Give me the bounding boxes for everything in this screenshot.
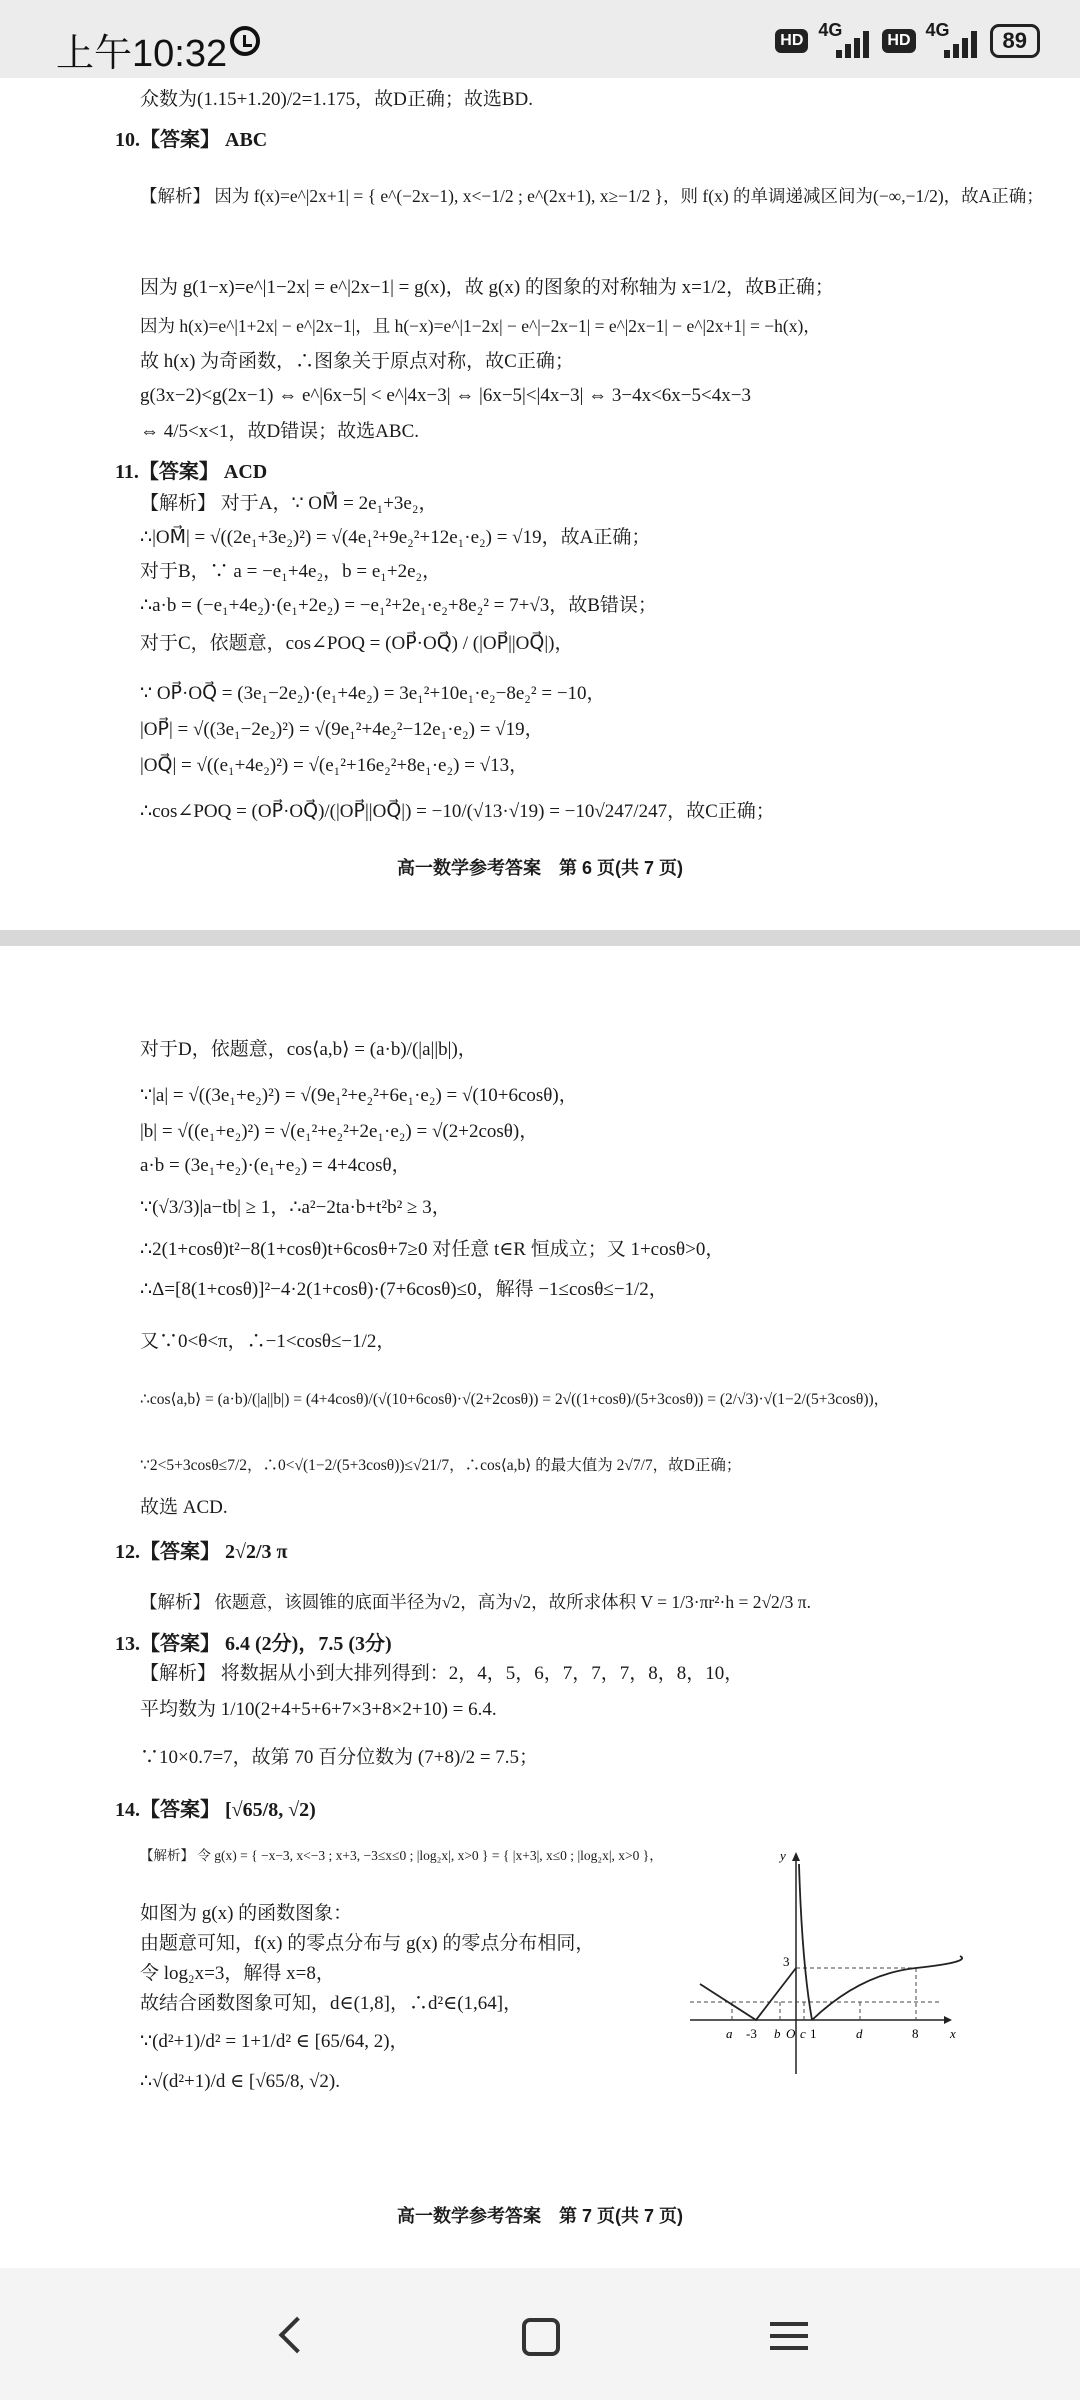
label-b: b bbox=[774, 2026, 781, 2041]
x-axis-arrow bbox=[944, 2016, 952, 2024]
text-line: ∴√(d²+1)/d ∈ [√65/8, √2). bbox=[140, 2071, 340, 2092]
document-page-6[interactable] bbox=[0, 78, 1080, 930]
battery-level: 89 bbox=[990, 24, 1040, 58]
answer-heading-10: 10.【答案】 ABC bbox=[115, 129, 268, 151]
text-line: a·b = (3e₁+e₂)·(e₁+e₂) = 4+4cosθ， bbox=[140, 1155, 411, 1176]
text-line: |OQ⃗| = √((e₁+4e₂)²) = √(e₁²+16e₂²+8e₁·e₂) = √13， bbox=[140, 755, 529, 776]
text-line: 对于B，∵ a = −e₁+4e₂，b = e₁+2e₂， bbox=[140, 561, 442, 582]
document-page-7[interactable] bbox=[0, 946, 1080, 2268]
text-line: 令 log₂x=3，解得 x=8， bbox=[140, 1963, 335, 1984]
page-footer-6: 高一数学参考答案 第 6 页(共 7 页) bbox=[396, 858, 683, 878]
answer-heading-12: 12.【答案】 2√2/3 π bbox=[115, 1541, 288, 1563]
curve-left bbox=[700, 1968, 796, 2020]
label-8: 8 bbox=[912, 2026, 919, 2041]
page-footer-7: 高一数学参考答案 第 7 页(共 7 页) bbox=[396, 2206, 683, 2226]
menu-icon[interactable] bbox=[760, 2306, 820, 2366]
text-line: ∵2<5+3cosθ≤7/2，∴0<√(1−2/(5+3cosθ))≤√21/7，∴cos⟨a,b⟩ 的最大值为 2√7/7，故D正确； bbox=[140, 1457, 742, 1474]
text-line: ∴cos∠POQ = (OP⃗·OQ⃗)/(|OP⃗||OQ⃗|) = −10/(√13·√19) = −10√247/247，故C正确； bbox=[140, 801, 775, 822]
text-line: 由题意可知，f(x) 的零点分布与 g(x) 的零点分布相同， bbox=[140, 1933, 595, 1954]
text-line: |OP⃗| = √((3e₁−2e₂)²) = √(9e₁²+4e₂²−12e₁·e₂) = √19， bbox=[140, 719, 544, 740]
label-y: y bbox=[780, 1848, 786, 1863]
curve-log-near-zero bbox=[799, 1864, 812, 2020]
label-3: 3 bbox=[783, 1954, 790, 1969]
back-icon[interactable] bbox=[262, 2306, 322, 2366]
text-line: ∴|OM⃗| = √((2e₁+3e₂)²) = √(4e₁²+9e₂²+12e₁·e₂) = √19，故A正确； bbox=[140, 527, 651, 548]
y-axis-arrow bbox=[792, 1852, 800, 1861]
text-line: ∵(√3/3)|a−tb| ≥ 1，∴a²−2ta·b+t²b² ≥ 3， bbox=[140, 1197, 451, 1218]
text-line: |b| = √((e₁+e₂)²) = √(e₁²+e₂²+2e₁·e₂) = √(2+2cosθ)， bbox=[140, 1121, 539, 1142]
text-line: 【解析】 将数据从小到大排列得到：2，4，5，6，7，7，7，8，8，10， bbox=[140, 1663, 744, 1684]
text-line: 对于C，依题意，cos∠POQ = (OP⃗·OQ⃗) / (|OP⃗||OQ⃗|)， bbox=[140, 633, 574, 654]
text-line: ∴2(1+cosθ)t²−8(1+cosθ)t+6cosθ+7≥0 对任意 t∈R 恒成立；又 1+cosθ>0， bbox=[140, 1239, 725, 1260]
text-line: ∵10×0.7=7，故第 70 百分位数为 (7+8)/2 = 7.5； bbox=[140, 1747, 539, 1768]
curve-log-right bbox=[812, 1956, 962, 2020]
text-line: g(3x−2)<g(2x−1) ⇔ e^|6x−5| < e^|4x−3| ⇔ |6x−5|<|4x−3| ⇔ 3−4x<6x−5<4x−3 bbox=[140, 385, 751, 406]
text-line: ∵ OP⃗·OQ⃗ = (3e₁−2e₂)·(e₁+4e₂) = 3e₁²+10e₁·e₂−8e₂² = −10， bbox=[140, 683, 606, 704]
network-type-1: 4G bbox=[818, 20, 843, 40]
answer-heading-14: 14.【答案】 [√65/8, √2) bbox=[115, 1799, 316, 1821]
status-bar bbox=[0, 0, 1080, 78]
label-a: a bbox=[726, 2026, 733, 2041]
page-divider bbox=[0, 930, 1080, 946]
home-icon[interactable] bbox=[510, 2306, 570, 2366]
text-line: 故选 ACD. bbox=[140, 1497, 228, 1518]
hd-badge-1: HD bbox=[775, 29, 808, 53]
label-x: x bbox=[950, 2026, 956, 2041]
text-line: ∴Δ=[8(1+cosθ)]²−4·2(1+cosθ)·(7+6cosθ)≤0，解得 −1≤cosθ≤−1/2， bbox=[140, 1279, 668, 1300]
text-line: 平均数为 1/10(2+4+5+6+7×3+8×2+10) = 6.4. bbox=[140, 1699, 497, 1720]
system-navigation-bar bbox=[0, 2268, 1080, 2400]
text-line: 因为 h(x)=e^|1+2x| − e^|2x−1|，且 h(−x)=e^|1−2x| − e^|−2x−1| = e^|2x−1| − e^|2x+1| = −h(x)， bbox=[140, 316, 821, 336]
status-icons bbox=[775, 20, 1040, 58]
text-line: ∵|a| = √((3e₁+e₂)²) = √(9e₁²+e₂²+6e₁·e₂) = √(10+6cosθ)， bbox=[140, 1085, 578, 1106]
label-O: O bbox=[786, 2026, 796, 2041]
clock-time: 上午10:32 bbox=[56, 33, 228, 75]
network-type-2: 4G bbox=[925, 20, 950, 40]
text-line: 【解析】 因为 f(x)=e^|2x+1| = { e^(−2x−1), x<−1/2 ; e^(2x+1), x≥−1/2 }，则 f(x) 的单调递减区间为(−∞,−1/2)，故A正确； bbox=[140, 186, 1044, 206]
text-line: 因为 g(1−x)=e^|1−2x| = e^|2x−1| = g(x)，故 g(x) 的图象的对称轴为 x=1/2，故B正确； bbox=[140, 277, 834, 298]
hd-badge-2: HD bbox=[882, 29, 915, 53]
text-line: 故结合函数图象可知，d∈(1,8]，∴d²∈(1,64]， bbox=[140, 1993, 523, 2014]
answer-heading-13: 13.【答案】 6.4 (2分)，7.5 (3分) bbox=[115, 1633, 392, 1655]
text-line: 对于D，依题意，cos⟨a,b⟩ = (a·b)/(|a||b|)， bbox=[140, 1039, 477, 1060]
function-graph bbox=[680, 1844, 970, 2084]
text-line: ∵(d²+1)/d² = 1+1/d² ∈ [65/64, 2)， bbox=[140, 2031, 409, 2052]
text-line: ∴a·b = (−e₁+4e₂)·(e₁+2e₂) = −e₁²+2e₁·e₂+8e₂² = 7+√3，故B错误； bbox=[140, 595, 657, 616]
signal-icon-2 bbox=[925, 20, 980, 58]
text-line: 众数为(1.15+1.20)/2=1.175，故D正确；故选BD. bbox=[140, 89, 533, 110]
text-line: 故 h(x) 为奇函数，∴图象关于原点对称，故C正确； bbox=[140, 351, 574, 372]
text-line: ⇔ 4/5<x<1，故D错误；故选ABC. bbox=[140, 421, 419, 442]
signal-icon-1 bbox=[818, 20, 872, 58]
text-line: 【解析】 对于A，∵ OM⃗ = 2e₁+3e₂， bbox=[140, 493, 438, 514]
label-d: d bbox=[856, 2026, 863, 2041]
text-line: 又∵0<θ<π，∴−1<cosθ≤−1/2， bbox=[140, 1331, 396, 1352]
label-neg3: -3 bbox=[746, 2026, 757, 2041]
answer-heading-11: 11.【答案】 ACD bbox=[115, 461, 268, 483]
text-line: 【解析】 依题意，该圆锥的底面半径为√2，高为√2，故所求体积 V = 1/3·πr²·h = 2√2/3 π. bbox=[140, 1592, 811, 1612]
text-line: 【解析】 令 g(x) = { −x−3, x<−3 ; x+3, −3≤x≤0 ; |log₂x|, x>0 } = { |x+3|, x≤0 ; |log₂x|, x>0 }， bbox=[140, 1848, 663, 1863]
text-line: 如图为 g(x) 的函数图象： bbox=[140, 1903, 353, 1924]
text-line: ∴cos⟨a,b⟩ = (a·b)/(|a||b|) = (4+4cosθ)/(√(10+6cosθ)·√(2+2cosθ)) = 2√((1+cosθ)/(5+3cosθ)) = (2/√3)·√(1−2/(5+3cosθ))， bbox=[140, 1391, 890, 1408]
label-1: 1 bbox=[810, 2026, 817, 2041]
alarm-icon bbox=[230, 26, 260, 56]
label-c: c bbox=[800, 2026, 806, 2041]
